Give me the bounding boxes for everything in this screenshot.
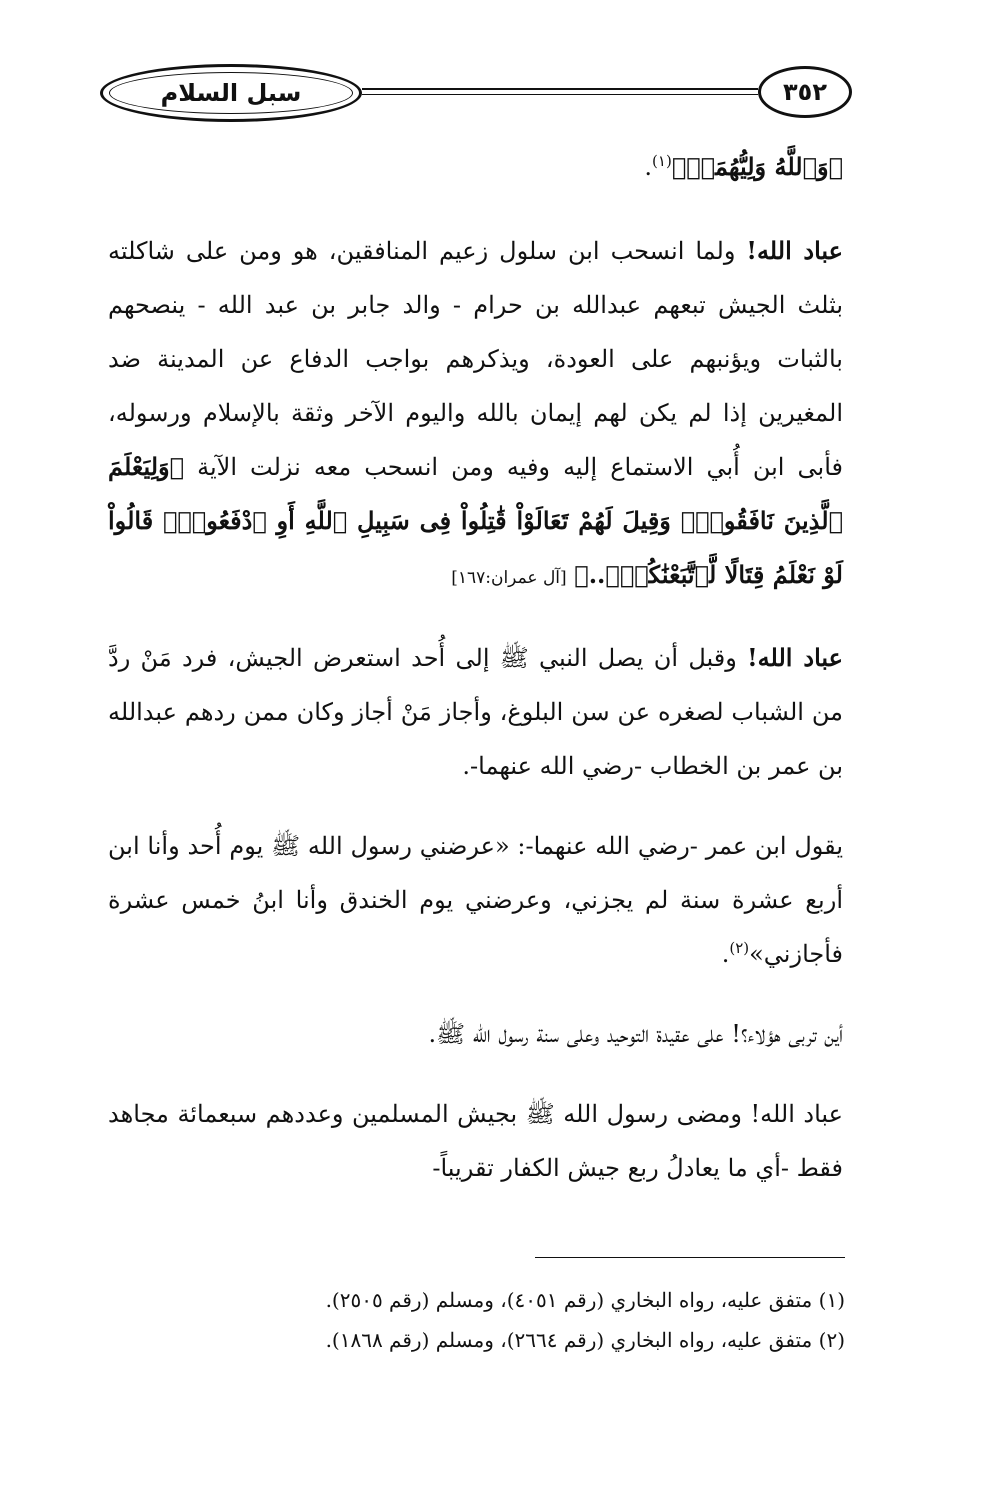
footnote-divider [535,1257,845,1258]
footnote-1: (١) متفق عليه، رواه البخاري (رقم ٤٠٥١)، ومسلم (رقم ٢٥٠٥). [325,1288,845,1312]
footnote-marker-2: (٢) [729,939,750,957]
title-frame [100,64,362,122]
header-rule [362,88,758,95]
quran-verse: ﴿وَٱللَّهُ وَلِيُّهُمَاۗ﴾ [671,152,843,181]
paragraph-text: وقبل أن يصل النبي ﷺ إلى أُحد استعرض الجيش، فرد مَنْ ردَّ من الشباب لصغره عن سن البلوغ، وأجاز مَنْ أجاز وكان ممن ردهم عبدالله بن عمر بن الخطاب -رضي الله عنهما-. [108,644,843,780]
paragraph-1 [108,140,843,194]
paragraph-6 [108,1087,843,1195]
paragraph-end: . [644,153,653,181]
paragraph-lead: عباد الله! [747,643,843,672]
paragraph-text: أين تربى هؤلاء؟! على عقيدة التوحيد وعلى سنة رسول الله ﷺ. [428,1020,843,1048]
footnote-marker-1: (١) [652,152,672,170]
paragraph-end: . [721,940,730,968]
paragraph-text: يقول ابن عمر -رضي الله عنهما-: «عرضني رسول الله ﷺ يوم أُحد وأنا ابن أربع عشرة سنة لم يجزني، وعرضني يوم الخندق وأنا ابنُ خمس عشرة فأجازني» [108,832,843,968]
paragraph-4 [108,819,843,981]
paragraph-text: ولما انسحب ابن سلول زعيم المنافقين، هو ومن على شاكلته بثلث الجيش تبعهم عبدالله بن حرام - والد جابر بن عبد الله - ينصحهم بالثبات ويؤنبهم على العودة، ويذكرهم بواجب الدفاع عن المدينة ضد المغيرين إذا لم يكن لهم إيمان بالله واليوم الآخر وثقة بالإسلام ورسوله، فأبى ابن أُبي الاستماع إليه وفيه ومن انسحب معه نزلت الآية [108,237,843,481]
footnote-2: (٢) متفق عليه، رواه البخاري (رقم ٢٦٦٤)، ومسلم (رقم ١٨٦٨). [325,1328,845,1352]
paragraph-2 [108,224,843,605]
paragraph-text: عباد الله! ومضى رسول الله ﷺ بجيش المسلمين وعددهم سبعمائة مجاهد فقط -أي ما يعادلُ ربع جيش الكفار تقريباً- [108,1100,843,1182]
quran-verse: ﴿وَلِيَعْلَمَ ٱلَّذِينَ نَافَقُواْۚ وَقِيلَ لَهُمْ تَعَالَوْاْ قَٰتِلُواْ فِى سَبِيلِ ٱللَّهِ أَوِ ٱدْفَعُواْۖ قَالُواْ لَوْ نَعْلَمُ قِتَالًا لَّٱتَّبَعْنَٰكُمْۗ..﴾ [108,452,843,589]
paragraph-3 [108,631,843,793]
paragraph-lead: عباد الله! [746,236,843,265]
page-header [100,58,852,128]
page-number-frame [758,66,852,118]
title-frame-inner [109,72,353,114]
footnotes [108,1280,845,1360]
page-number: ٣٥٢ [783,78,827,106]
main-text [108,140,843,1221]
paragraph-5 [108,1007,843,1061]
book-title: سبل السلام [160,79,302,107]
verse-reference: [آل عمران:١٦٧] [451,568,567,588]
